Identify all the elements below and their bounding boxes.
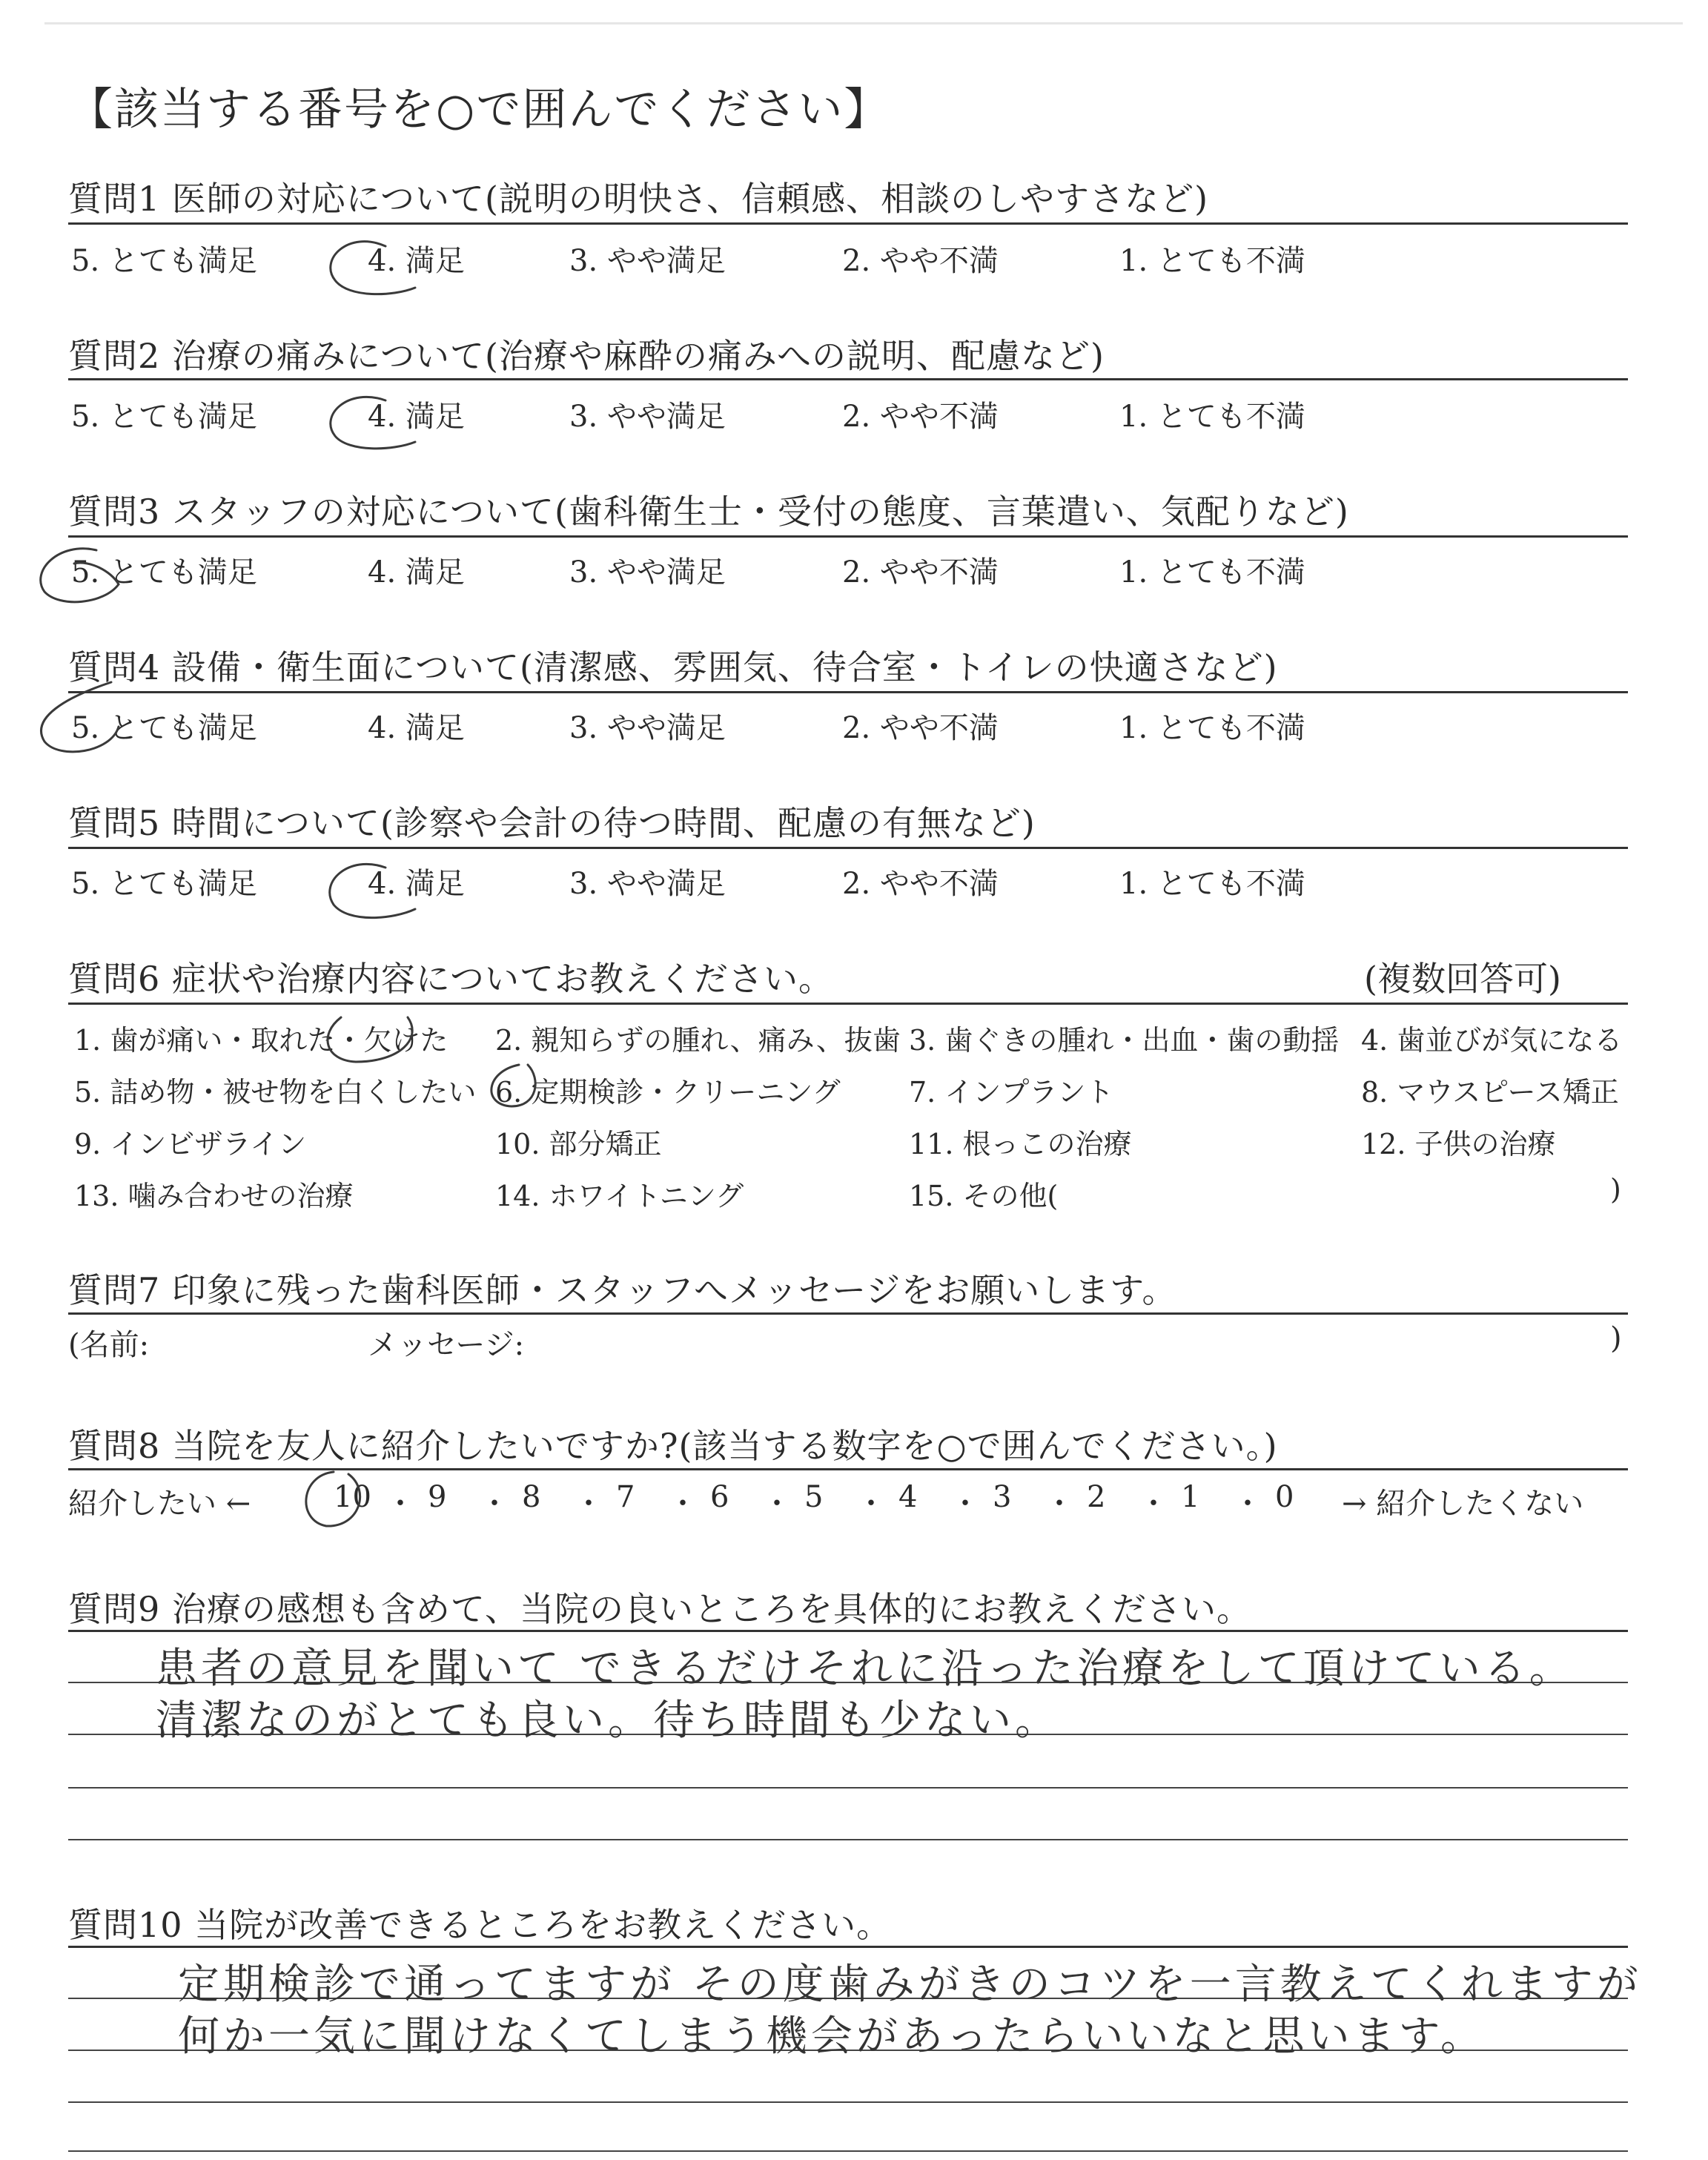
message-close: ): [1610, 1321, 1622, 1355]
recommend-score-2[interactable]: 2: [1087, 1480, 1106, 1514]
q10-handwritten-answer-2: 何か一気に聞けなくてしまう機会があったらいいなと思います。: [178, 2012, 1486, 2061]
q1-option-1[interactable]: 1. とても不満: [1119, 244, 1305, 278]
q1-option-3[interactable]: 3. やや満足: [569, 244, 726, 278]
question-10-rule: [68, 1946, 1628, 1948]
recommend-score-8[interactable]: 8: [522, 1480, 541, 1514]
question-8-title: 質問8 当院を友人に紹介したいですか?(該当する数字を○で囲んでください。): [68, 1426, 1278, 1466]
recommend-score-6[interactable]: 6: [710, 1480, 729, 1514]
recommend-score-1[interactable]: 1: [1181, 1480, 1200, 1514]
q4-option-1[interactable]: 1. とても不満: [1119, 711, 1305, 745]
q2-option-2[interactable]: 2. やや不満: [842, 400, 999, 434]
q6-option-11[interactable]: 11. 根っこの治療: [909, 1128, 1132, 1160]
scale-separator: ・: [480, 1487, 509, 1521]
q1-option-2[interactable]: 2. やや不満: [842, 244, 999, 278]
scale-separator: ・: [574, 1487, 603, 1521]
q6-option-10[interactable]: 10. 部分矯正: [495, 1128, 662, 1160]
q10-answer-line-4: [68, 2150, 1628, 2152]
q1-option-5[interactable]: 5. とても満足: [71, 244, 257, 278]
scale-separator: ・: [1139, 1487, 1168, 1521]
q2-option-1[interactable]: 1. とても不満: [1119, 400, 1305, 434]
recommend-score-5[interactable]: 5: [804, 1480, 824, 1514]
q5-option-5[interactable]: 5. とても満足: [71, 867, 257, 901]
q5-option-3[interactable]: 3. やや満足: [569, 867, 726, 901]
q6-option-1[interactable]: 1. 歯が痛い・取れた・欠けた: [74, 1024, 448, 1057]
question-5-title: 質問5 時間について(診察や会計の待つ時間、配慮の有無など): [68, 803, 1036, 843]
q3-option-3[interactable]: 3. やや満足: [569, 555, 726, 589]
question-1-title: 質問1 医師の対応について(説明の明快さ、信頼感、相談のしやすさなど): [68, 179, 1209, 219]
q3-option-4[interactable]: 4. 満足: [368, 555, 465, 589]
question-7-rule: [68, 1312, 1628, 1315]
q4-option-5[interactable]: 5. とても満足: [71, 711, 257, 745]
q6-option-6[interactable]: 6. 定期検診・クリーニング: [495, 1076, 841, 1109]
recommend-score-9[interactable]: 9: [428, 1480, 447, 1514]
recommend-score-4[interactable]: 4: [898, 1480, 918, 1514]
q9-handwritten-answer-1: 患者の意見を聞いて できるだけそれに沿った治療をして頂けている。: [156, 1645, 1575, 1693]
q6-option-2[interactable]: 2. 親知らずの腫れ、痛み、抜歯: [495, 1024, 901, 1057]
q5-option-2[interactable]: 2. やや不満: [842, 867, 999, 901]
question-10-title: 質問10 当院が改善できるところをお教えください。: [68, 1905, 892, 1945]
q6-option-12[interactable]: 12. 子供の治療: [1361, 1128, 1556, 1160]
form-heading: 【該当する番号を○で囲んでください】: [68, 84, 890, 136]
q6-option-4[interactable]: 4. 歯並びが気になる: [1361, 1024, 1623, 1057]
scale-separator: ・: [856, 1487, 886, 1521]
q6-option-5[interactable]: 5. 詰め物・被せ物を白くしたい: [74, 1076, 477, 1109]
message-label: メッセージ:: [368, 1328, 525, 1362]
q3-option-5[interactable]: 5. とても満足: [71, 555, 257, 589]
q6-option-7[interactable]: 7. インプラント: [909, 1076, 1114, 1109]
q6-option-15-close: ): [1610, 1173, 1621, 1206]
q10-answer-line-3: [68, 2101, 1628, 2103]
q2-option-5[interactable]: 5. とても満足: [71, 400, 257, 434]
q4-option-4[interactable]: 4. 満足: [368, 711, 465, 745]
question-5-rule: [68, 847, 1628, 849]
q9-handwritten-answer-2: 清潔なのがとても良い。待ち時間も少ない。: [156, 1697, 1060, 1745]
question-1-rule: [68, 222, 1628, 225]
q3-option-1[interactable]: 1. とても不満: [1119, 555, 1305, 589]
recommend-score-3[interactable]: 3: [993, 1480, 1012, 1514]
question-7-title: 質問7 印象に残った歯科医師・スタッフへメッセージをお願いします。: [68, 1270, 1177, 1310]
recommend-right-label: → 紹介したくない: [1342, 1487, 1584, 1521]
q10-handwritten-answer-1: 定期検診で通ってますが その度歯みがきのコツを一言教えてくれますが: [178, 1961, 1642, 2009]
recommend-score-7[interactable]: 7: [616, 1480, 635, 1514]
q6-option-15[interactable]: 15. その他(: [909, 1180, 1059, 1212]
q3-option-2[interactable]: 2. やや不満: [842, 555, 999, 589]
q1-option-4[interactable]: 4. 満足: [368, 244, 465, 278]
scale-separator: ・: [668, 1487, 698, 1521]
question-3-rule: [68, 535, 1628, 538]
q6-option-8[interactable]: 8. マウスピース矯正: [1361, 1076, 1619, 1109]
question-6-rule: [68, 1003, 1628, 1005]
question-9-rule: [68, 1630, 1628, 1632]
question-2-title: 質問2 治療の痛みについて(治療や麻酔の痛みへの説明、配慮など): [68, 336, 1105, 376]
scan-top-edge: [44, 22, 1683, 24]
q5-option-1[interactable]: 1. とても不満: [1119, 867, 1305, 901]
scale-separator: ・: [762, 1487, 792, 1521]
question-3-title: 質問3 スタッフの対応について(歯科衛生士・受付の態度、言葉遣い、気配りなど): [68, 492, 1349, 532]
question-4-rule: [68, 691, 1628, 693]
multiple-answers-note: (複数回答可): [1364, 959, 1561, 999]
q6-option-13[interactable]: 13. 噛み合わせの治療: [74, 1180, 354, 1212]
recommend-score-10[interactable]: 10: [334, 1480, 371, 1514]
scale-separator: ・: [385, 1487, 415, 1521]
q6-option-14[interactable]: 14. ホワイトニング: [495, 1180, 744, 1212]
scale-separator: ・: [950, 1487, 980, 1521]
q5-option-4[interactable]: 4. 満足: [368, 867, 465, 901]
recommend-score-0[interactable]: 0: [1275, 1480, 1294, 1514]
question-9-title: 質問9 治療の感想も含めて、当院の良いところを具体的にお教えください。: [68, 1589, 1251, 1629]
question-8-rule: [68, 1468, 1628, 1470]
q9-answer-line-4: [68, 1839, 1628, 1840]
scale-separator: ・: [1045, 1487, 1074, 1521]
q4-option-2[interactable]: 2. やや不満: [842, 711, 999, 745]
q9-answer-line-3: [68, 1787, 1628, 1789]
scale-separator: ・: [1233, 1487, 1262, 1521]
question-4-title: 質問4 設備・衛生面について(清潔感、雰囲気、待合室・トイレの快適さなど): [68, 647, 1278, 687]
question-6-title: 質問6 症状や治療内容についてお教えください。: [68, 959, 833, 999]
q6-option-3[interactable]: 3. 歯ぐきの腫れ・出血・歯の動揺: [909, 1024, 1340, 1057]
q4-option-3[interactable]: 3. やや満足: [569, 711, 726, 745]
q6-option-9[interactable]: 9. インビザライン: [74, 1128, 307, 1160]
question-2-rule: [68, 378, 1628, 380]
q2-option-3[interactable]: 3. やや満足: [569, 400, 726, 434]
recommend-left-label: 紹介したい ←: [68, 1487, 251, 1521]
q2-option-4[interactable]: 4. 満足: [368, 400, 465, 434]
name-label: (名前:: [68, 1328, 150, 1362]
